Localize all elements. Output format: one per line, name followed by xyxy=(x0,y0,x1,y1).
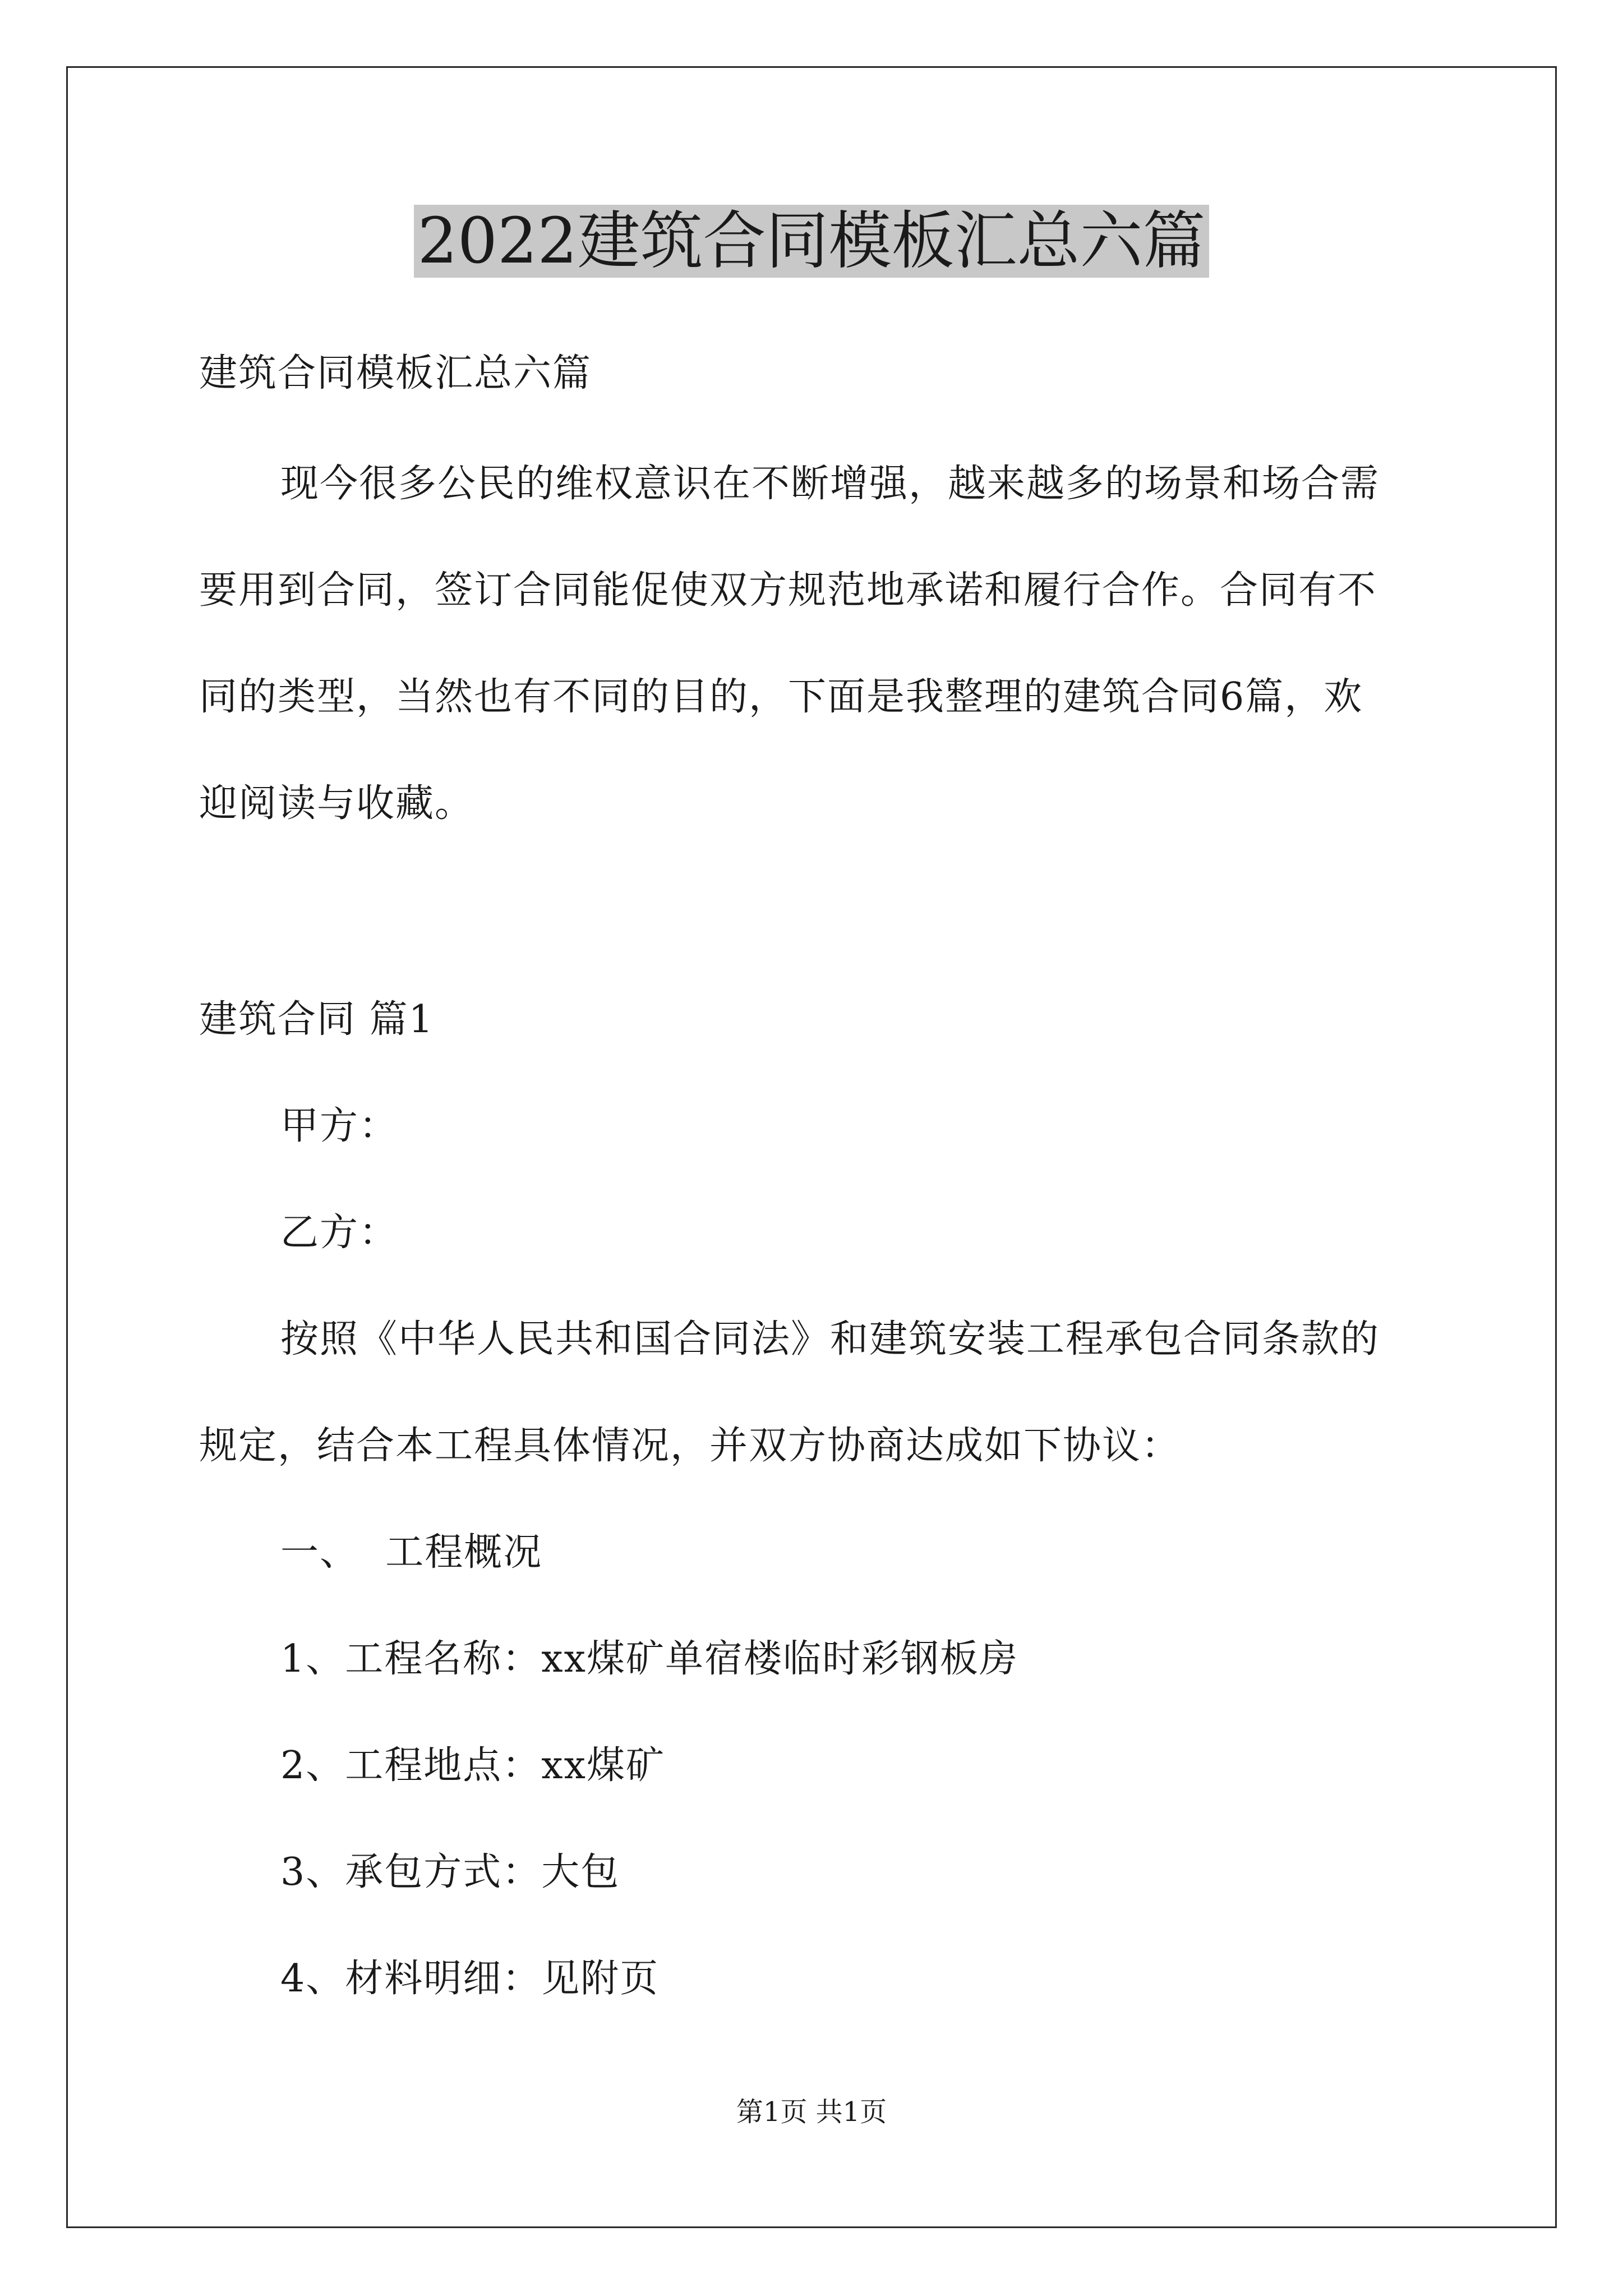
basis-line-1: 按照《中华人民共和国合同法》和建筑安装工程承包合同条款的 xyxy=(280,1317,1380,1361)
party-b: 乙方： xyxy=(280,1211,399,1255)
intro-line-1: 现今很多公民的维权意识在不断增强，越来越多的场景和场合需 xyxy=(280,462,1380,506)
page-footer: 第1页 共1页 xyxy=(736,2096,887,2128)
list-item: 1、工程名称：xx煤矿单宿楼临时彩钢板房 xyxy=(280,1637,1018,1681)
intro-line-2: 要用到合同，签订合同能促使双方规范地承诺和履行合作。合同有不 xyxy=(199,568,1377,613)
intro-line-3: 同的类型，当然也有不同的目的，下面是我整理的建筑合同6篇，欢 xyxy=(199,675,1363,719)
list-item: 4、材料明细：见附页 xyxy=(280,1957,660,2001)
list-item: 3、承包方式：大包 xyxy=(280,1850,620,1894)
clause-heading: 一、 工程概况 xyxy=(280,1530,543,1575)
intro-line-4: 迎阅读与收藏。 xyxy=(199,781,474,826)
document-title: 2022建筑合同模板汇总六篇 xyxy=(0,199,1623,283)
basis-line-2: 规定，结合本工程具体情况，并双方协商达成如下协议： xyxy=(199,1424,1181,1468)
subtitle: 建筑合同模板汇总六篇 xyxy=(199,351,592,395)
party-a: 甲方： xyxy=(280,1104,399,1148)
section-heading: 建筑合同 篇1 xyxy=(199,997,434,1042)
list-item: 2、工程地点：xx煤矿 xyxy=(280,1743,665,1788)
